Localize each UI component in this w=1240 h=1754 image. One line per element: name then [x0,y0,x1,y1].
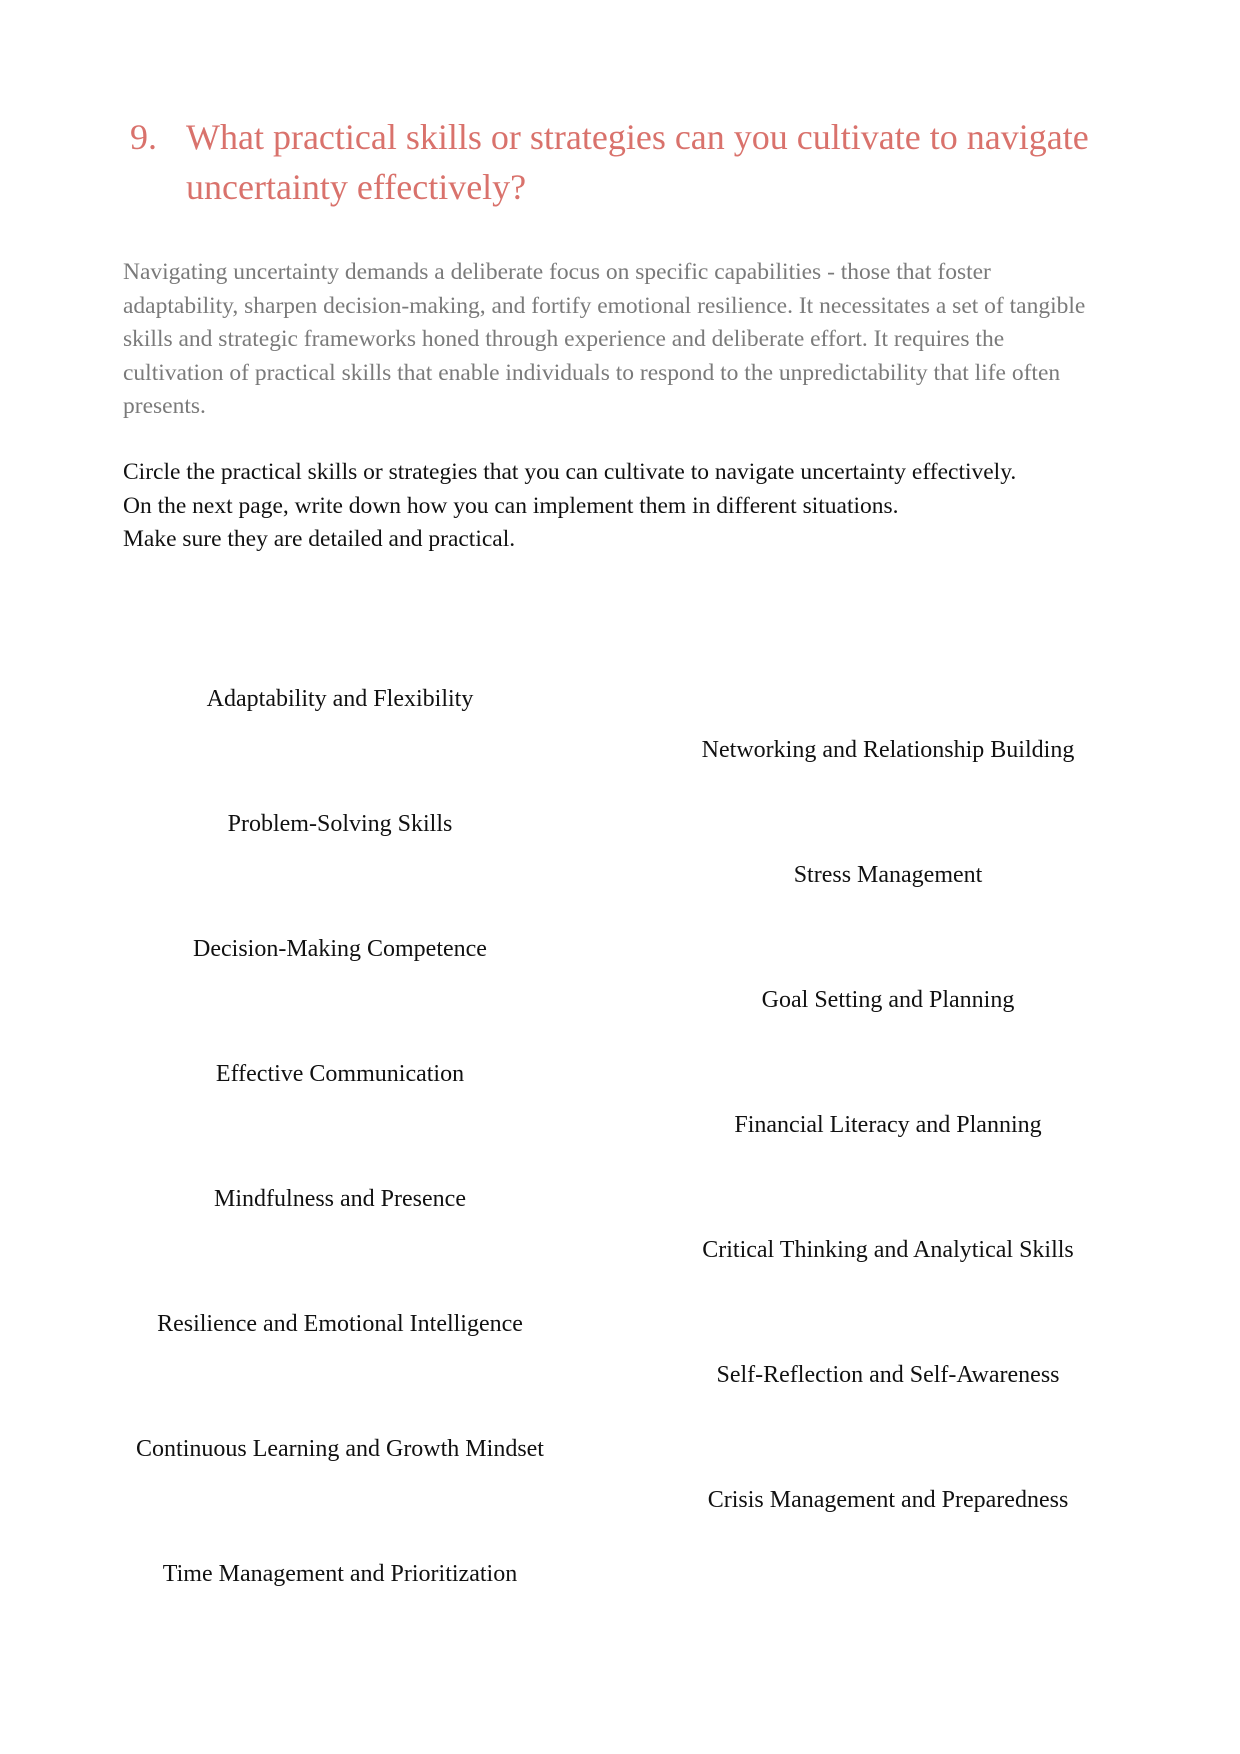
skill-item[interactable]: Goal Setting and Planning [761,987,1015,1013]
skill-item[interactable]: Resilience and Emotional Intelligence [157,1311,523,1337]
skill-item[interactable]: Crisis Management and Preparedness [707,1487,1069,1513]
instructions [123,456,1123,557]
skill-item[interactable]: Financial Literacy and Planning [734,1112,1042,1138]
skill-item[interactable]: Problem-Solving Skills [227,811,453,837]
skill-item[interactable]: Self-Reflection and Self-Awareness [716,1362,1060,1388]
instruction-line: Make sure they are detailed and practical. [123,526,516,552]
skill-item[interactable]: Effective Communication [215,1061,465,1087]
intro-paragraph: Navigating uncertainty demands a deliberate focus on specific capabilities - those that foster adaptability, sharpen decision-making, and fortify emotional resilience. It necessitates a set of tangible skills and strategic frameworks honed through experience and deliberate effort. It requires the cultivation of practical skills that enable individuals to respond to the unpredictability that life often presents. [123,259,1086,419]
skill-item[interactable]: Decision-Making Competence [193,936,487,962]
skill-item[interactable]: Stress Management [793,862,983,888]
question-text: What practical skills or strategies can you cultivate to navigate uncertainty effectively? [186,117,1089,207]
skill-item[interactable]: Networking and Relationship Building [701,737,1075,763]
instruction-line: Circle the practical skills or strategies that you can cultivate to navigate uncertainty effectively. [123,459,1017,485]
question-number: 9. [130,117,157,157]
skill-item[interactable]: Adaptability and Flexibility [206,686,474,712]
skill-item[interactable]: Continuous Learning and Growth Mindset [136,1436,544,1462]
skill-item[interactable]: Time Management and Prioritization [162,1561,518,1587]
skill-item[interactable]: Mindfulness and Presence [214,1186,466,1212]
instruction-line: On the next page, write down how you can implement them in different situations. [123,492,899,519]
skill-item[interactable]: Critical Thinking and Analytical Skills [702,1237,1074,1263]
question-heading [130,112,1160,212]
